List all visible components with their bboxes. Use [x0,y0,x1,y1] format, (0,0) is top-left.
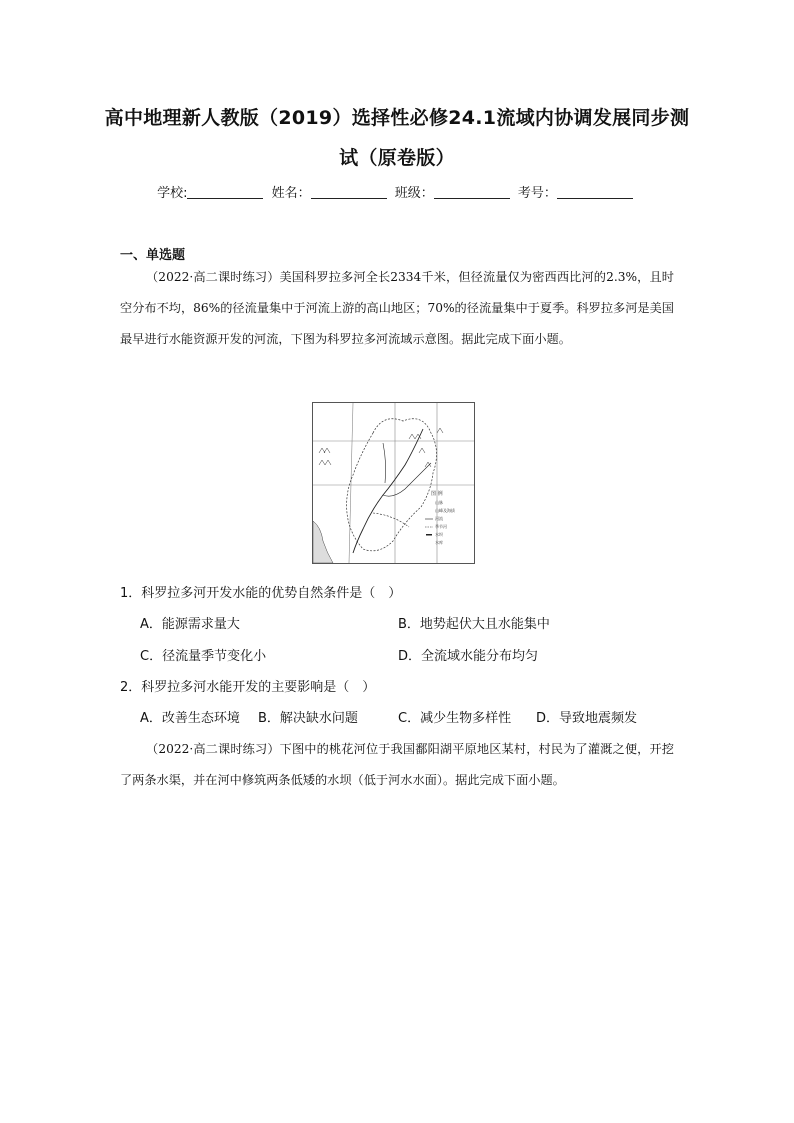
class-blank [434,186,510,199]
page-title: 高中地理新人教版（2019）选择性必修24.1流域内协调发展同步测试（原卷版） [104,107,690,169]
exam-no-blank [557,186,633,199]
question-2-stem: 2．科罗拉多河水能开发的主要影响是（ ） [120,680,376,695]
question-1-option-b[interactable]: B．地势起伏大且水能集中 [398,617,550,632]
question-2-option-b[interactable]: B．解决缺水问题 [258,711,358,726]
question-2-option-a[interactable]: A．改善生态环境 [140,711,240,726]
svg-text:山峰及海拔: 山峰及海拔 [435,508,455,513]
colorado-river-map [312,402,475,564]
school-label: 学校: [157,186,188,201]
svg-text:河流: 河流 [435,516,443,521]
svg-text:水坝: 水坝 [435,532,443,537]
svg-text:水库: 水库 [435,540,443,545]
svg-text:季节河: 季节河 [435,524,447,529]
question-1-option-d[interactable]: D．全流域水能分布均匀 [398,649,539,664]
question-1-option-c[interactable]: C．径流量季节变化小 [140,649,267,664]
name-label: 姓名： [271,186,311,201]
svg-text:山脉: 山脉 [435,500,443,505]
question-1-option-a[interactable]: A．能源需求量大 [140,617,240,632]
map-figure [313,403,474,563]
school-blank [187,186,263,199]
svg-text:图 例: 图 例 [431,491,443,497]
question-2-option-d[interactable]: D．导致地震频发 [536,711,638,726]
student-info-line [0,182,794,201]
name-blank [311,186,387,199]
passage-1: （2022·高二课时练习）美国科罗拉多河全长2334千米，但径流量仅为密西西比河的2.3%，且时空分布不均，86%的径流量集中于河流上游的高山地区；70%的径流量集中于夏季。科罗拉多河是美国最早进行水能资源开发的河流，下图为科罗拉多河流域示意图。据此完成下面小题。 [120,270,674,346]
question-2-option-c[interactable]: C．减少生物多样性 [398,711,512,726]
passage-2: （2022·高二课时练习）下图中的桃花河位于我国鄱阳湖平原地区某村，村民为了灌溉之便，开挖了两条水渠，并在河中修筑两条低矮的水坝（低于河水水面）。据此完成下面小题。 [120,742,674,787]
section-title: 一、单选题 [120,248,186,263]
class-label: 班级： [394,186,434,201]
exam-no-label: 考号： [517,186,557,201]
question-1-stem: 1．科罗拉多河开发水能的优势自然条件是（ ） [120,586,402,601]
